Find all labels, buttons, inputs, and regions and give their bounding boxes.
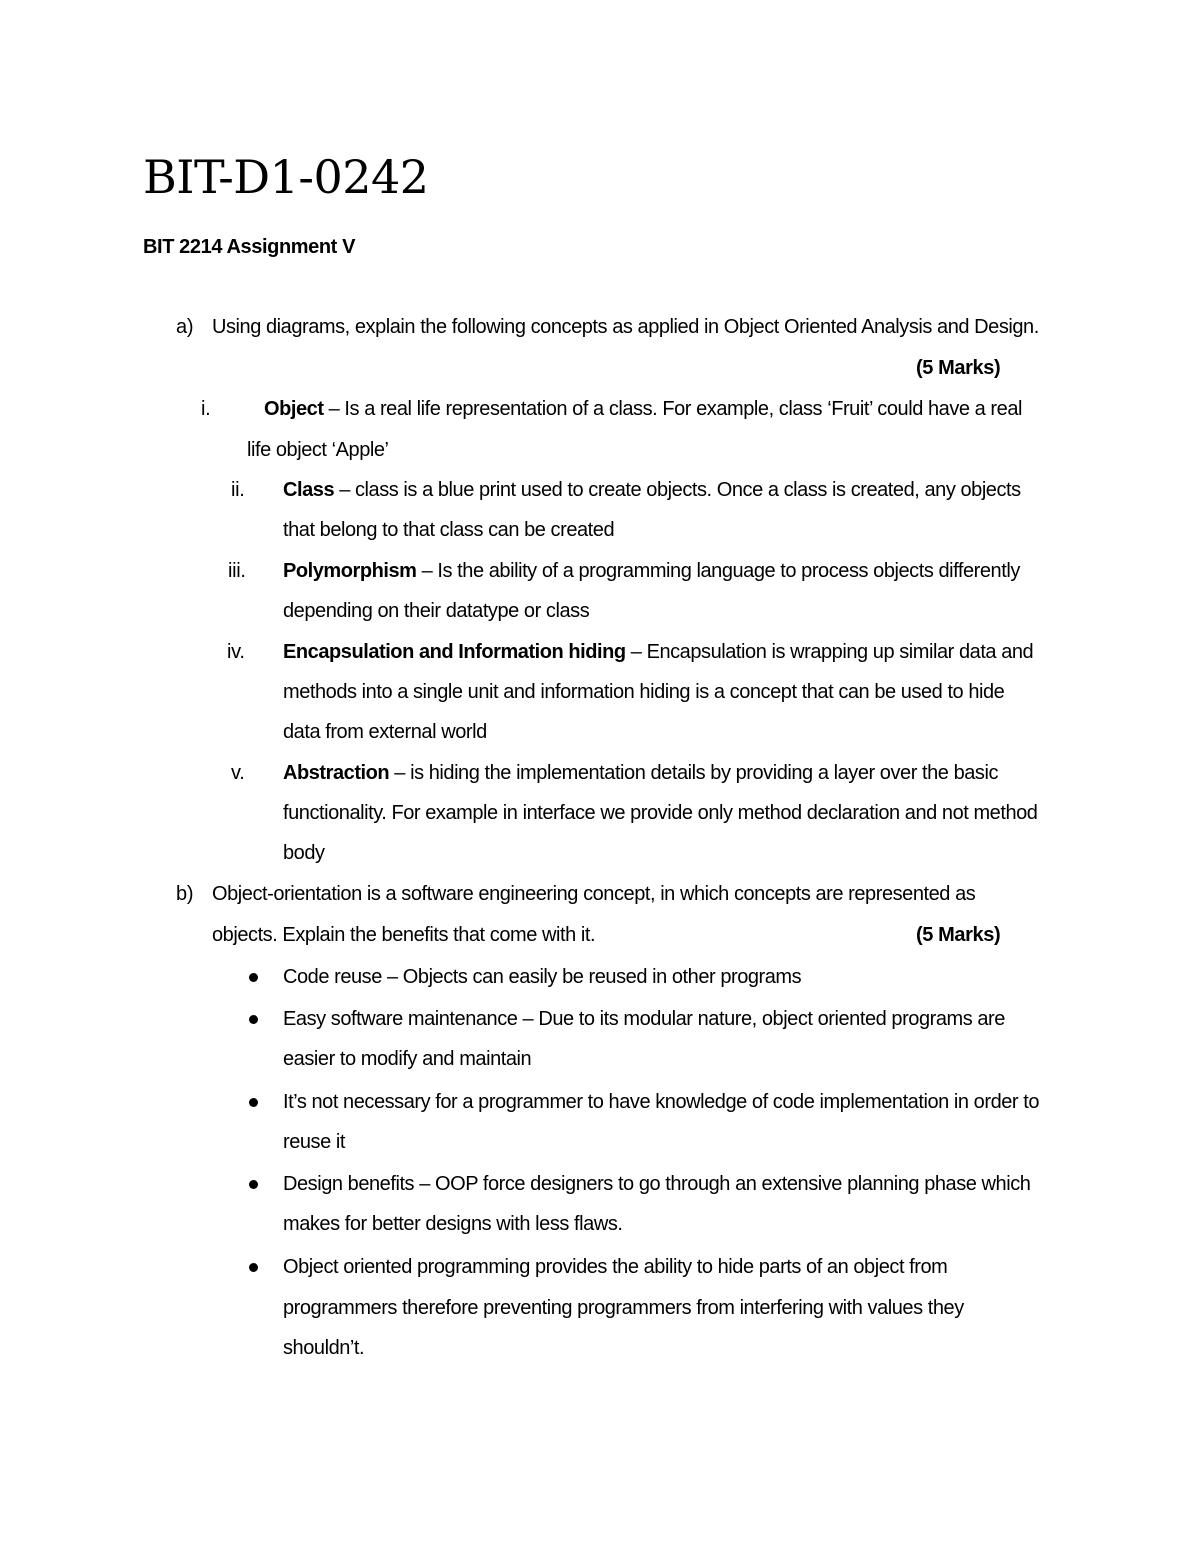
benefit-text: shouldn’t. [283,1337,365,1359]
concept-description: that belong to that class can be created [283,519,615,541]
bullet-icon [249,1098,258,1107]
concept-marker: v. [231,762,245,784]
concept-line [264,395,1022,423]
benefit-text: Object oriented programming provides the ability to hide parts of an object from [283,1256,948,1278]
assignment-subtitle: BIT 2214 Assignment V [143,236,356,258]
bullet-icon [249,1015,258,1024]
concept-description: data from external world [283,721,487,743]
question-a-text: Using diagrams, explain the following concepts as applied in Object Oriented Analysis and Design. [212,316,1039,338]
concept-term: Encapsulation and Information hiding [283,641,626,663]
concept-term: Class [283,479,335,501]
concept-line [283,557,1020,585]
concept-marker: ii. [231,479,245,501]
question-a-marks: (5 Marks) [916,357,1001,379]
benefit-text: Code reuse – Objects can easily be reused in other programs [283,966,802,988]
concept-line [283,638,1033,666]
benefit-text: Design benefits – OOP force designers to go through an extensive planning phase which [283,1173,1031,1195]
benefit-text: It’s not necessary for a programmer to have knowledge of code implementation in order to [283,1091,1040,1113]
concept-marker: iii. [228,560,246,582]
concept-term: Abstraction [283,762,390,784]
concept-marker: iv. [227,641,245,663]
concept-term: Object [264,398,324,420]
concept-description: depending on their datatype or class [283,600,590,622]
bullet-icon [249,1263,258,1272]
concept-description: – Is a real life representation of a class. For example, class ‘Fruit’ could have a real [323,398,1022,420]
concept-description: methods into a single unit and information hiding is a concept that can be used to hide [283,681,1005,703]
bullet-icon [249,973,258,982]
question-a-marker: a) [176,316,194,338]
document-title: BIT-D1-0242 [143,150,429,204]
question-b-text: Object-orientation is a software engineering concept, in which concepts are represented as [212,883,976,905]
concept-marker: i. [201,398,211,420]
concept-description: – class is a blue print used to create objects. Once a class is created, any objects [334,479,1021,501]
question-b-marker: b) [176,883,194,905]
bullet-icon [249,1180,258,1189]
concept-term: Polymorphism [283,560,417,582]
concept-description: functionality. For example in interface we provide only method declaration and not method [283,802,1038,824]
benefit-text: programmers therefore preventing programmers from interfering with values they [283,1297,964,1319]
question-b-text: objects. Explain the benefits that come with it. [212,924,596,946]
concept-description: – is hiding the implementation details by providing a layer over the basic [389,762,999,784]
concept-line [283,476,1021,504]
concept-description: – Encapsulation is wrapping up similar data and [625,641,1034,663]
concept-description: – Is the ability of a programming language to process objects differently [416,560,1020,582]
benefit-text: reuse it [283,1131,345,1153]
benefit-text: Easy software maintenance – Due to its modular nature, object oriented programs are [283,1008,1005,1030]
concept-description: body [283,842,325,864]
benefit-text: makes for better designs with less flaws. [283,1213,623,1235]
concept-description: life object ‘Apple’ [247,439,389,461]
concept-line [283,759,998,787]
benefit-text: easier to modify and maintain [283,1048,532,1070]
question-b-marks: (5 Marks) [916,924,1001,946]
